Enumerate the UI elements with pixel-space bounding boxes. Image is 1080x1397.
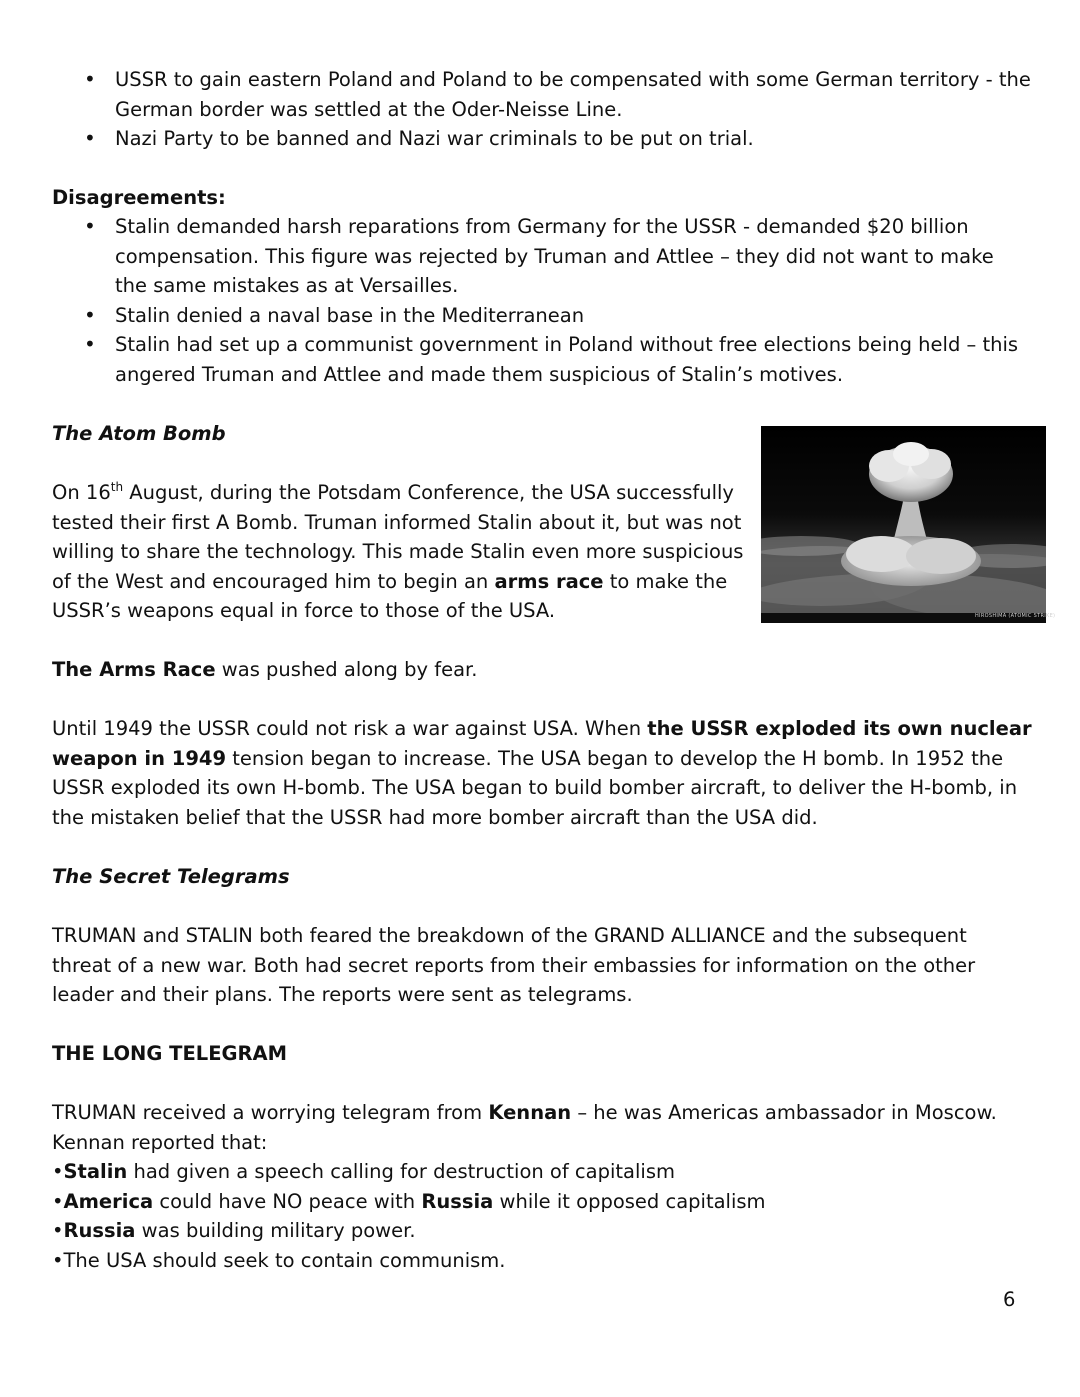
mushroom-cloud-photo xyxy=(761,426,1056,623)
photo-caption: HIROSHIMA (ATOMIC STRIKE) xyxy=(975,613,1056,619)
arms-race-paragraph xyxy=(52,714,1047,832)
atom-bomb-paragraph xyxy=(52,478,752,626)
telegram-point xyxy=(52,1157,1032,1187)
telegram-intro-line: Kennan reported that: xyxy=(52,1130,268,1154)
text-span: On 16 xyxy=(52,481,111,504)
long-telegram-section xyxy=(52,1098,1032,1275)
superscript: th xyxy=(110,480,124,494)
bold-term: The Arms Race xyxy=(52,658,216,681)
bold-term: Russia xyxy=(421,1189,494,1213)
bold-term: arms race xyxy=(494,569,604,593)
text-span: had given a speech calling for destruction of capitalism xyxy=(127,1160,675,1183)
top-bullet-list xyxy=(52,65,1052,154)
telegram-point xyxy=(52,1216,1032,1246)
bold-term: America xyxy=(63,1189,154,1213)
bullet-item: • Stalin had set up a communist government in Poland without free elections being held – this angered Truman and Attlee and made them suspicious of Stalin’s motives. xyxy=(52,330,1022,389)
bullet-dot: • xyxy=(52,1219,64,1242)
atom-bomb-heading: The Atom Bomb xyxy=(52,422,226,445)
arms-race-lead xyxy=(52,655,477,685)
telegram-point xyxy=(52,1246,1032,1276)
bold-term: the USSR exploded its own nuclear weapon in 1949 xyxy=(52,717,1032,770)
bullet-dot: • xyxy=(52,1189,64,1213)
text-span: TRUMAN received a worrying telegram from xyxy=(52,1101,489,1124)
telegram-point xyxy=(52,1187,1032,1217)
bold-term: Kennan xyxy=(488,1101,572,1124)
secret-telegrams-heading: The Secret Telegrams xyxy=(52,865,290,888)
bullet-item: • Stalin demanded harsh reparations from Germany for the USSR - demanded $20 billion compensation. This figure was rejected by Truman and Attlee – they did not want to make the same mistakes as at Versailles. xyxy=(52,212,1022,301)
bold-term: Russia xyxy=(63,1219,136,1242)
text-span: The USA should seek to contain communism. xyxy=(63,1248,506,1272)
text-span: could have NO peace with xyxy=(153,1189,422,1213)
bullet-item: • Nazi Party to be banned and Nazi war criminals to be put on trial. xyxy=(52,124,1052,154)
disagreements-heading: Disagreements: xyxy=(52,186,226,209)
disagreements-list xyxy=(52,212,1022,389)
secret-telegrams-paragraph: TRUMAN and STALIN both feared the breakdown of the GRAND ALLIANCE and the subsequent threat of a new war. Both had secret reports from their embassies for information on the other leader and their plans. The reports were sent as telegrams. xyxy=(52,924,976,1006)
bullet-dot: • xyxy=(52,1248,64,1272)
bullet-item: • USSR to gain eastern Poland and Poland to be compensated with some German territory - the German border was settled at the Oder-Neisse Line. xyxy=(52,65,1052,124)
text-span: while it opposed capitalism xyxy=(493,1189,766,1213)
text-span: – he was Americas ambassador in Moscow. xyxy=(571,1101,997,1124)
page-number: 6 xyxy=(1003,1288,1016,1311)
text-span: August, during the Potsdam Conference, the USA successfully tested their first A Bomb. Truman informed Stalin about it, but was not willing to share the technology. This made Stalin even more suspicious of the West and encouraged him to begin an xyxy=(52,481,744,593)
telegram-intro-line xyxy=(52,1098,1032,1128)
text-span: was pushed along by fear. xyxy=(215,658,478,681)
bullet-dot: • xyxy=(52,1160,64,1183)
text-span: Until 1949 the USSR could not risk a war against USA. When xyxy=(52,717,648,740)
long-telegram-heading: THE LONG TELEGRAM xyxy=(52,1042,288,1065)
bold-term: Stalin xyxy=(63,1160,128,1183)
text-span: to make the USSR’s weapons equal in force to those of the USA. xyxy=(52,569,728,622)
bullet-item: • Stalin denied a naval base in the Mediterranean xyxy=(52,301,1022,331)
text-span: was building military power. xyxy=(135,1219,416,1242)
text-span: tension began to increase. The USA began to develop the H bomb. In 1952 the USSR exploded its own H-bomb. The USA began to build bomber aircraft, to deliver the H-bomb, in the mistaken belief that the USSR had more bomber aircraft than the USA did. xyxy=(52,746,1018,829)
